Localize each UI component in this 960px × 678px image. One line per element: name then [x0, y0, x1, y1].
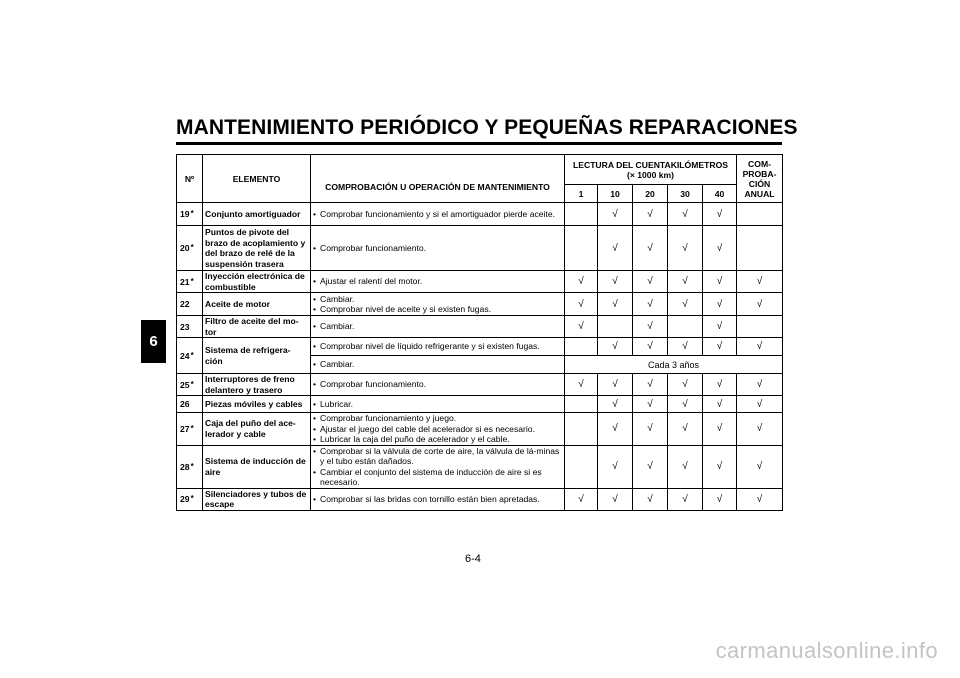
check-mark-icon: √: [716, 379, 723, 390]
check-mark-icon: √: [682, 493, 688, 505]
interval-every-cell: Cada 3 años: [565, 356, 783, 374]
check-mark-icon: √: [716, 461, 723, 472]
row-element: Silenciadores y tubos de escape: [203, 488, 311, 510]
title-underline: [176, 142, 782, 145]
check-mark-icon: √: [578, 379, 584, 390]
row-element: Conjunto amortiguador: [203, 203, 311, 226]
row-number: [177, 293, 203, 316]
row-number: [177, 445, 203, 488]
interval-cell: [633, 203, 668, 226]
check-mark-icon: √: [682, 379, 688, 390]
operation-item: • Ajustar el ralentí del motor.: [313, 276, 562, 287]
check-mark-icon: √: [647, 321, 653, 332]
interval-cell: [598, 445, 633, 488]
dealer-service-asterisk: *: [190, 423, 194, 433]
operation-item: • Lubricar.: [313, 399, 562, 410]
operation-item: • Comprobar funcionamiento.: [313, 379, 562, 390]
table-row: [177, 374, 783, 396]
row-number-text: 23: [180, 321, 190, 332]
row-operation: [311, 203, 565, 226]
check-mark-icon: √: [682, 276, 688, 287]
check-mark-icon: √: [682, 208, 688, 220]
operation-item: • Comprobar si las bridas con tornillo están bien apretadas.: [313, 494, 562, 505]
interval-cell: [598, 413, 633, 446]
operation-item: • Comprobar funcionamiento.: [313, 243, 562, 254]
maintenance-table: [176, 154, 783, 511]
interval-cell: [633, 316, 668, 338]
dealer-service-asterisk: *: [190, 209, 194, 218]
row-operation: [311, 413, 565, 446]
header-element: ELEMENTO: [203, 155, 311, 203]
check-mark-icon: √: [647, 379, 653, 390]
row-element: Filtro de aceite del mo-tor: [203, 316, 311, 338]
check-mark-icon: √: [716, 242, 723, 254]
row-operation: [311, 445, 565, 488]
row-number: [177, 396, 203, 413]
interval-cell: [633, 293, 668, 316]
interval-cell: [565, 316, 598, 338]
check-mark-icon: √: [716, 341, 723, 352]
row-element: Puntos de pivote del brazo de acoplamiento y del brazo de relé de la suspensión trasera: [203, 226, 311, 271]
operation-item: • Comprobar nivel de aceite y si existen fugas.: [313, 304, 562, 315]
interval-cell: [598, 203, 633, 226]
interval-cell: [703, 271, 737, 293]
check-mark-icon: √: [716, 298, 723, 310]
operation-item: • Comprobar funcionamiento y si el amortiguador pierde aceite.: [313, 209, 562, 220]
interval-cell: [668, 316, 703, 338]
interval-cell: [633, 445, 668, 488]
row-number-text: 19: [180, 209, 190, 219]
annual-cell: [737, 316, 783, 338]
row-number: [177, 374, 203, 396]
annual-cell: [737, 203, 783, 226]
interval-cell: [598, 226, 633, 271]
interval-cell: [703, 445, 737, 488]
annual-cell: [737, 271, 783, 293]
interval-cell: [565, 203, 598, 226]
table-row: [177, 445, 783, 488]
interval-cell: [668, 338, 703, 356]
check-mark-icon: √: [647, 276, 653, 287]
header-odometer-label: LECTURA DEL CUENTAKILÓMETROS: [573, 159, 729, 170]
check-mark-icon: √: [756, 423, 763, 435]
row-number: [177, 488, 203, 510]
annual-cell: [737, 413, 783, 446]
operation-item: • Comprobar funcionamiento y juego.: [313, 413, 562, 424]
operation-item: • Cambiar.: [313, 294, 562, 305]
check-mark-icon: √: [647, 493, 653, 505]
operation-item: • Cambiar el conjunto del sistema de inducción de aire si es necesario.: [313, 467, 562, 488]
interval-cell: [668, 488, 703, 510]
check-mark-icon: √: [647, 242, 653, 254]
table-row: [177, 226, 783, 271]
row-operation: [311, 488, 565, 510]
header-interval: 30: [668, 185, 703, 203]
row-operation: [311, 396, 565, 413]
row-number-text: 29: [180, 494, 190, 504]
row-number-text: 27: [180, 423, 190, 434]
check-mark-icon: √: [682, 242, 688, 254]
row-operation: [311, 338, 565, 356]
interval-cell: [633, 374, 668, 396]
table-row: [177, 316, 783, 338]
table-row: [177, 413, 783, 446]
check-mark-icon: √: [682, 298, 688, 310]
interval-cell: [703, 396, 737, 413]
header-operation: COMPROBACIÓN U OPERACIÓN DE MANTENIMIENTO: [311, 155, 565, 203]
interval-cell: [668, 396, 703, 413]
annual-cell: [737, 445, 783, 488]
annual-cell: [737, 293, 783, 316]
row-operation: [311, 271, 565, 293]
interval-cell: [565, 271, 598, 293]
check-mark-icon: √: [756, 398, 763, 410]
check-mark-icon: √: [612, 379, 618, 390]
interval-cell: [703, 203, 737, 226]
check-mark-icon: √: [612, 242, 618, 254]
interval-cell: [668, 413, 703, 446]
check-mark-icon: √: [716, 208, 723, 220]
row-number-text: 25: [180, 379, 190, 390]
operation-item: • Cambiar.: [313, 321, 562, 332]
dealer-service-asterisk: *: [190, 276, 194, 286]
page-title: MANTENIMIENTO PERIÓDICO Y PEQUEÑAS REPARACIONES: [176, 116, 798, 139]
interval-cell: [598, 271, 633, 293]
dealer-service-asterisk: *: [190, 350, 194, 360]
check-mark-icon: √: [612, 461, 618, 472]
annual-cell: [737, 396, 783, 413]
row-number-text: 21: [180, 276, 190, 287]
check-mark-icon: √: [578, 276, 584, 287]
check-mark-icon: √: [756, 298, 763, 310]
header-interval: 20: [633, 185, 668, 203]
interval-cell: [598, 338, 633, 356]
row-element: Inyección electrónica de combustible: [203, 271, 311, 293]
check-mark-icon: √: [612, 341, 618, 352]
check-mark-icon: √: [612, 276, 618, 287]
interval-cell: [668, 293, 703, 316]
row-number: [177, 203, 203, 226]
header-odometer-unit: (× 1000 km): [626, 169, 675, 180]
row-operation: [311, 316, 565, 338]
row-element: Sistema de refrigera-ción: [203, 338, 311, 374]
check-mark-icon: √: [682, 341, 688, 352]
check-mark-icon: √: [756, 493, 763, 505]
row-number: [177, 271, 203, 293]
check-mark-icon: √: [578, 493, 584, 505]
interval-cell: [565, 374, 598, 396]
row-number-text: 20: [180, 243, 190, 253]
check-mark-icon: √: [682, 461, 688, 472]
interval-cell: [565, 413, 598, 446]
table-row: [177, 293, 783, 316]
check-mark-icon: √: [716, 423, 723, 435]
operation-item: • Comprobar si la válvula de corte de aire, la válvula de lá-minas y el tubo están dañados.: [313, 446, 562, 467]
interval-cell: [565, 445, 598, 488]
interval-cell: [668, 203, 703, 226]
interval-cell: [633, 338, 668, 356]
interval-cell: [633, 488, 668, 510]
chapter-tab: 6: [141, 320, 166, 363]
interval-cell: [703, 226, 737, 271]
row-number-text: 24: [180, 350, 190, 361]
row-operation: [311, 374, 565, 396]
row-operation: [311, 356, 565, 374]
dealer-service-asterisk: *: [190, 494, 194, 503]
check-mark-icon: √: [612, 423, 618, 435]
row-element: Aceite de motor: [203, 293, 311, 316]
row-operation: [311, 293, 565, 316]
row-number-text: 28: [180, 461, 190, 472]
check-mark-icon: √: [578, 321, 584, 332]
annual-cell: [737, 488, 783, 510]
check-mark-icon: √: [756, 379, 763, 390]
interval-cell: [565, 338, 598, 356]
dealer-service-asterisk: *: [190, 379, 194, 389]
row-operation: [311, 226, 565, 271]
row-element: Piezas móviles y cables: [203, 396, 311, 413]
header-interval: 1: [565, 185, 598, 203]
row-number: [177, 338, 203, 374]
interval-cell: [668, 374, 703, 396]
table-row: [177, 488, 783, 510]
check-mark-icon: √: [682, 398, 688, 410]
annual-cell: [737, 338, 783, 356]
page-number: 6-4: [465, 553, 481, 565]
interval-cell: [703, 316, 737, 338]
check-mark-icon: √: [647, 423, 653, 435]
table-row: [177, 338, 783, 356]
interval-cell: [565, 226, 598, 271]
check-mark-icon: √: [612, 398, 618, 410]
interval-cell: [633, 413, 668, 446]
interval-cell: [565, 488, 598, 510]
check-mark-icon: √: [716, 493, 723, 505]
check-mark-icon: √: [756, 461, 763, 472]
interval-cell: [598, 396, 633, 413]
check-mark-icon: √: [716, 276, 723, 287]
row-number-text: 22: [180, 299, 190, 309]
annual-cell: [737, 374, 783, 396]
interval-cell: [633, 226, 668, 271]
watermark: carmanualsonline.info: [715, 638, 938, 663]
check-mark-icon: √: [716, 321, 723, 332]
interval-cell: [598, 316, 633, 338]
interval-cell: [633, 271, 668, 293]
check-mark-icon: √: [647, 461, 653, 472]
check-mark-icon: √: [682, 423, 688, 435]
operation-item: • Ajustar el juego del cable del acelerador si es necesario.: [313, 424, 562, 435]
annual-cell: [737, 226, 783, 271]
check-mark-icon: √: [647, 208, 653, 220]
header-odometer: [565, 155, 737, 185]
operation-item: • Lubricar la caja del puño de acelerador y el cable.: [313, 434, 562, 445]
interval-cell: [598, 488, 633, 510]
interval-cell: [703, 413, 737, 446]
operation-item: • Cambiar.: [313, 359, 562, 370]
interval-cell: [703, 293, 737, 316]
interval-cell: [668, 445, 703, 488]
check-mark-icon: √: [756, 341, 763, 352]
header-num: Nº: [177, 155, 203, 203]
row-number-text: 26: [180, 399, 190, 409]
row-element: Interruptores de freno delantero y trasero: [203, 374, 311, 396]
interval-cell: [565, 396, 598, 413]
check-mark-icon: √: [647, 398, 653, 410]
header-interval: 40: [703, 185, 737, 203]
interval-cell: [703, 488, 737, 510]
interval-cell: [668, 271, 703, 293]
check-mark-icon: √: [612, 298, 618, 310]
check-mark-icon: √: [647, 298, 653, 310]
check-mark-icon: √: [578, 298, 584, 310]
dealer-service-asterisk: *: [190, 461, 194, 471]
interval-cell: [598, 374, 633, 396]
header-interval: 10: [598, 185, 633, 203]
check-mark-icon: √: [647, 341, 653, 352]
interval-cell: [598, 293, 633, 316]
row-number: [177, 316, 203, 338]
row-element: Sistema de inducción de aire: [203, 445, 311, 488]
table-row: [177, 271, 783, 293]
interval-cell: [703, 338, 737, 356]
table-row: [177, 396, 783, 413]
interval-cell: [565, 293, 598, 316]
interval-cell: [633, 396, 668, 413]
dealer-service-asterisk: *: [190, 243, 194, 252]
check-mark-icon: √: [716, 398, 723, 410]
check-mark-icon: √: [612, 208, 618, 220]
interval-cell: [703, 374, 737, 396]
interval-cell: [668, 226, 703, 271]
check-mark-icon: √: [612, 493, 618, 505]
table-row: [177, 203, 783, 226]
check-mark-icon: √: [756, 276, 763, 287]
row-element: Caja del puño del ace-lerador y cable: [203, 413, 311, 446]
row-number: [177, 413, 203, 446]
row-number: [177, 226, 203, 271]
header-annual: COM- PROBA- CIÓN ANUAL: [737, 155, 783, 203]
operation-item: • Comprobar nivel de líquido refrigerante y si existen fugas.: [313, 341, 562, 352]
